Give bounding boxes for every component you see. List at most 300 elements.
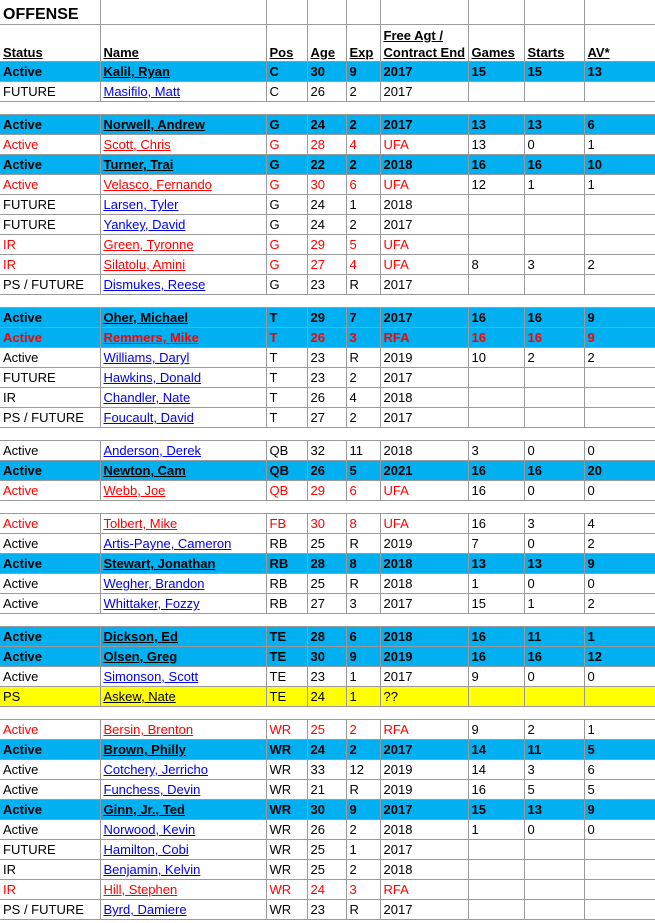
games-cell <box>468 235 524 255</box>
player-name-link[interactable]: Dismukes, Reese <box>100 275 266 295</box>
av-cell: 9 <box>584 554 655 574</box>
age-cell: 28 <box>307 135 346 155</box>
position-cell: TE <box>266 687 307 707</box>
player-row <box>0 195 655 215</box>
position-cell: G <box>266 155 307 175</box>
starts-cell: 13 <box>524 554 584 574</box>
player-name-link[interactable]: Stewart, Jonathan <box>100 554 266 574</box>
status-cell: Active <box>0 441 100 461</box>
contract-end-cell: UFA <box>380 135 468 155</box>
starts-cell: 3 <box>524 760 584 780</box>
position-cell: RB <box>266 554 307 574</box>
experience-cell: 6 <box>346 627 380 647</box>
av-cell <box>584 687 655 707</box>
player-name-link[interactable]: Hill, Stephen <box>100 880 266 900</box>
age-cell: 30 <box>307 175 346 195</box>
header-contract <box>380 25 468 62</box>
contract-end-cell: 2017 <box>380 740 468 760</box>
status-cell: Active <box>0 800 100 820</box>
av-cell <box>584 275 655 295</box>
starts-cell <box>524 275 584 295</box>
starts-cell: 16 <box>524 647 584 667</box>
player-name-link[interactable]: Williams, Daryl <box>100 348 266 368</box>
age-cell: 24 <box>307 740 346 760</box>
av-cell <box>584 215 655 235</box>
av-cell: 1 <box>584 175 655 195</box>
starts-cell: 16 <box>524 308 584 328</box>
age-cell: 29 <box>307 308 346 328</box>
av-cell: 0 <box>584 441 655 461</box>
player-row <box>0 155 655 175</box>
games-cell: 16 <box>468 627 524 647</box>
player-row <box>0 62 655 82</box>
games-cell: 16 <box>468 328 524 348</box>
experience-cell: 1 <box>346 687 380 707</box>
av-cell: 1 <box>584 627 655 647</box>
experience-cell: 2 <box>346 82 380 102</box>
position-cell: WR <box>266 740 307 760</box>
player-name-link[interactable]: Benjamin, Kelvin <box>100 860 266 880</box>
status-cell: IR <box>0 255 100 275</box>
player-name-link[interactable]: Remmers, Mike <box>100 328 266 348</box>
games-cell <box>468 368 524 388</box>
player-row <box>0 594 655 614</box>
player-name-link[interactable]: Yankey, David <box>100 215 266 235</box>
av-cell: 0 <box>584 820 655 840</box>
starts-cell: 2 <box>524 348 584 368</box>
age-cell: 25 <box>307 720 346 740</box>
games-cell: 16 <box>468 481 524 501</box>
av-cell <box>584 235 655 255</box>
age-cell: 26 <box>307 328 346 348</box>
position-cell: G <box>266 275 307 295</box>
contract-end-cell: 2017 <box>380 275 468 295</box>
experience-cell: R <box>346 780 380 800</box>
player-name-link[interactable]: Silatolu, Amini <box>100 255 266 275</box>
player-name-link[interactable]: Velasco, Fernando <box>100 175 266 195</box>
position-cell: RB <box>266 534 307 554</box>
starts-cell <box>524 900 584 920</box>
player-row <box>0 720 655 740</box>
experience-cell: 6 <box>346 481 380 501</box>
status-cell: Active <box>0 780 100 800</box>
position-cell: T <box>266 328 307 348</box>
av-cell: 6 <box>584 115 655 135</box>
contract-end-cell: 2018 <box>380 860 468 880</box>
header-games: Games <box>468 25 524 62</box>
status-cell: IR <box>0 235 100 255</box>
player-name-link[interactable]: Newton, Cam <box>100 461 266 481</box>
av-cell <box>584 860 655 880</box>
player-row <box>0 481 655 501</box>
experience-cell: 3 <box>346 594 380 614</box>
experience-cell: 3 <box>346 880 380 900</box>
player-row <box>0 328 655 348</box>
games-cell: 1 <box>468 820 524 840</box>
contract-end-cell: 2017 <box>380 368 468 388</box>
status-cell: FUTURE <box>0 195 100 215</box>
av-cell: 9 <box>584 328 655 348</box>
position-cell: WR <box>266 880 307 900</box>
age-cell: 28 <box>307 627 346 647</box>
contract-end-cell: UFA <box>380 235 468 255</box>
position-cell: QB <box>266 441 307 461</box>
status-cell: FUTURE <box>0 82 100 102</box>
games-cell: 12 <box>468 175 524 195</box>
status-cell: Active <box>0 155 100 175</box>
position-cell: WR <box>266 780 307 800</box>
contract-end-cell: 2019 <box>380 780 468 800</box>
starts-cell: 11 <box>524 627 584 647</box>
age-cell: 23 <box>307 667 346 687</box>
player-name-link[interactable]: Kalil, Ryan <box>100 62 266 82</box>
header-row <box>0 25 655 62</box>
games-cell <box>468 900 524 920</box>
games-cell <box>468 82 524 102</box>
status-cell: Active <box>0 594 100 614</box>
starts-cell <box>524 840 584 860</box>
position-cell: T <box>266 348 307 368</box>
contract-end-cell: 2018 <box>380 554 468 574</box>
position-cell: FB <box>266 514 307 534</box>
games-cell: 3 <box>468 441 524 461</box>
experience-cell: 11 <box>346 441 380 461</box>
starts-cell: 11 <box>524 740 584 760</box>
av-cell: 13 <box>584 62 655 82</box>
status-cell: PS / FUTURE <box>0 900 100 920</box>
age-cell: 25 <box>307 860 346 880</box>
status-cell: FUTURE <box>0 368 100 388</box>
player-name-link[interactable]: Simonson, Scott <box>100 667 266 687</box>
starts-cell <box>524 388 584 408</box>
experience-cell: 7 <box>346 308 380 328</box>
player-row <box>0 780 655 800</box>
player-row <box>0 860 655 880</box>
position-cell: G <box>266 195 307 215</box>
experience-cell: R <box>346 348 380 368</box>
av-cell: 2 <box>584 348 655 368</box>
status-cell: Active <box>0 574 100 594</box>
player-row <box>0 800 655 820</box>
age-cell: 27 <box>307 255 346 275</box>
age-cell: 26 <box>307 461 346 481</box>
position-cell: WR <box>266 820 307 840</box>
experience-cell: 9 <box>346 647 380 667</box>
games-cell: 13 <box>468 115 524 135</box>
age-cell: 29 <box>307 481 346 501</box>
starts-cell: 16 <box>524 155 584 175</box>
position-cell: G <box>266 135 307 155</box>
player-name-link[interactable]: Funchess, Devin <box>100 780 266 800</box>
contract-end-cell: 2019 <box>380 647 468 667</box>
age-cell: 33 <box>307 760 346 780</box>
contract-end-cell: 2018 <box>380 820 468 840</box>
age-cell: 30 <box>307 62 346 82</box>
contract-end-cell: 2017 <box>380 800 468 820</box>
av-cell: 6 <box>584 760 655 780</box>
status-cell: Active <box>0 348 100 368</box>
av-cell: 1 <box>584 135 655 155</box>
games-cell: 9 <box>468 720 524 740</box>
player-row <box>0 740 655 760</box>
player-row <box>0 534 655 554</box>
experience-cell: 12 <box>346 760 380 780</box>
contract-end-cell: 2018 <box>380 388 468 408</box>
starts-cell: 0 <box>524 135 584 155</box>
age-cell: 28 <box>307 554 346 574</box>
experience-cell: 2 <box>346 720 380 740</box>
av-cell: 1 <box>584 720 655 740</box>
sheet-title: OFFENSE <box>0 0 100 25</box>
player-name-link[interactable]: Webb, Joe <box>100 481 266 501</box>
games-cell: 15 <box>468 800 524 820</box>
contract-end-cell: 2017 <box>380 82 468 102</box>
player-name-link[interactable]: Foucault, David <box>100 408 266 428</box>
player-name-link[interactable]: Cotchery, Jerricho <box>100 760 266 780</box>
player-name-link[interactable]: Norwood, Kevin <box>100 820 266 840</box>
header-name: Name <box>100 25 266 62</box>
status-cell: PS <box>0 687 100 707</box>
av-cell <box>584 195 655 215</box>
position-cell: WR <box>266 840 307 860</box>
position-cell: WR <box>266 720 307 740</box>
starts-cell <box>524 82 584 102</box>
header-starts: Starts <box>524 25 584 62</box>
starts-cell: 0 <box>524 667 584 687</box>
contract-end-cell: RFA <box>380 720 468 740</box>
age-cell: 25 <box>307 574 346 594</box>
status-cell: Active <box>0 667 100 687</box>
age-cell: 26 <box>307 82 346 102</box>
av-cell: 20 <box>584 461 655 481</box>
contract-end-cell: UFA <box>380 255 468 275</box>
status-cell: IR <box>0 880 100 900</box>
starts-cell: 16 <box>524 328 584 348</box>
position-cell: T <box>266 368 307 388</box>
games-cell: 16 <box>468 155 524 175</box>
experience-cell: 2 <box>346 155 380 175</box>
av-cell: 5 <box>584 780 655 800</box>
age-cell: 30 <box>307 514 346 534</box>
av-cell: 4 <box>584 514 655 534</box>
player-name-link[interactable]: Whittaker, Fozzy <box>100 594 266 614</box>
player-row <box>0 115 655 135</box>
games-cell: 16 <box>468 461 524 481</box>
player-row <box>0 135 655 155</box>
player-name-link[interactable]: Hawkins, Donald <box>100 368 266 388</box>
games-cell <box>468 215 524 235</box>
contract-end-cell: 2017 <box>380 408 468 428</box>
games-cell <box>468 275 524 295</box>
experience-cell: 1 <box>346 840 380 860</box>
games-cell: 14 <box>468 740 524 760</box>
av-cell: 12 <box>584 647 655 667</box>
contract-end-cell: 2017 <box>380 308 468 328</box>
player-name-link[interactable]: Hamilton, Cobi <box>100 840 266 860</box>
position-cell: QB <box>266 461 307 481</box>
player-name-link[interactable]: Wegher, Brandon <box>100 574 266 594</box>
position-cell: TE <box>266 627 307 647</box>
starts-cell: 0 <box>524 820 584 840</box>
games-cell: 10 <box>468 348 524 368</box>
player-name-link[interactable]: Dickson, Ed <box>100 627 266 647</box>
starts-cell: 1 <box>524 594 584 614</box>
contract-end-cell: 2018 <box>380 627 468 647</box>
starts-cell <box>524 408 584 428</box>
contract-end-cell: 2018 <box>380 195 468 215</box>
position-cell: RB <box>266 574 307 594</box>
header-age: Age <box>307 25 346 62</box>
player-name-link[interactable]: Bersin, Brenton <box>100 720 266 740</box>
player-name-link[interactable]: Turner, Trai <box>100 155 266 175</box>
position-cell: T <box>266 388 307 408</box>
player-name-link[interactable]: Anderson, Derek <box>100 441 266 461</box>
av-cell: 10 <box>584 155 655 175</box>
starts-cell <box>524 687 584 707</box>
av-cell <box>584 388 655 408</box>
group-spacer <box>0 501 655 514</box>
age-cell: 24 <box>307 687 346 707</box>
av-cell <box>584 408 655 428</box>
starts-cell <box>524 235 584 255</box>
experience-cell: 4 <box>346 135 380 155</box>
starts-cell: 0 <box>524 441 584 461</box>
status-cell: Active <box>0 175 100 195</box>
player-name-link[interactable]: Oher, Michael <box>100 308 266 328</box>
group-spacer <box>0 102 655 115</box>
games-cell <box>468 840 524 860</box>
player-row <box>0 368 655 388</box>
player-name-link[interactable]: Tolbert, Mike <box>100 514 266 534</box>
experience-cell: 8 <box>346 514 380 534</box>
games-cell <box>468 408 524 428</box>
status-cell: Active <box>0 647 100 667</box>
player-row <box>0 647 655 667</box>
status-cell: IR <box>0 388 100 408</box>
contract-end-cell: 2019 <box>380 760 468 780</box>
player-name-link[interactable]: Brown, Philly <box>100 740 266 760</box>
av-cell: 2 <box>584 534 655 554</box>
player-name-link[interactable]: Olsen, Greg <box>100 647 266 667</box>
games-cell: 13 <box>468 135 524 155</box>
starts-cell: 1 <box>524 175 584 195</box>
player-name-link[interactable]: Scott, Chris <box>100 135 266 155</box>
contract-end-cell: 2017 <box>380 62 468 82</box>
experience-cell: 2 <box>346 115 380 135</box>
starts-cell <box>524 215 584 235</box>
experience-cell: 4 <box>346 255 380 275</box>
status-cell: Active <box>0 328 100 348</box>
age-cell: 23 <box>307 900 346 920</box>
status-cell: Active <box>0 534 100 554</box>
player-name-link[interactable]: Green, Tyronne <box>100 235 266 255</box>
player-row <box>0 215 655 235</box>
games-cell <box>468 860 524 880</box>
games-cell <box>468 687 524 707</box>
games-cell: 16 <box>468 308 524 328</box>
status-cell: Active <box>0 554 100 574</box>
player-row <box>0 760 655 780</box>
position-cell: G <box>266 175 307 195</box>
games-cell: 1 <box>468 574 524 594</box>
player-name-link[interactable]: Larsen, Tyler <box>100 195 266 215</box>
experience-cell: 2 <box>346 408 380 428</box>
player-name-link[interactable]: Chandler, Nate <box>100 388 266 408</box>
starts-cell: 13 <box>524 800 584 820</box>
position-cell: TE <box>266 647 307 667</box>
contract-end-cell: 2021 <box>380 461 468 481</box>
player-row <box>0 574 655 594</box>
experience-cell: 4 <box>346 388 380 408</box>
experience-cell: 5 <box>346 461 380 481</box>
age-cell: 25 <box>307 534 346 554</box>
player-name-link[interactable]: Norwell, Andrew <box>100 115 266 135</box>
contract-end-cell: 2017 <box>380 840 468 860</box>
player-row <box>0 820 655 840</box>
age-cell: 30 <box>307 800 346 820</box>
starts-cell: 16 <box>524 461 584 481</box>
status-cell: Active <box>0 115 100 135</box>
experience-cell: 2 <box>346 215 380 235</box>
av-cell <box>584 880 655 900</box>
games-cell <box>468 388 524 408</box>
experience-cell: R <box>346 900 380 920</box>
contract-end-cell: 2018 <box>380 441 468 461</box>
age-cell: 24 <box>307 195 346 215</box>
position-cell: T <box>266 408 307 428</box>
experience-cell: 9 <box>346 800 380 820</box>
experience-cell: 2 <box>346 860 380 880</box>
position-cell: TE <box>266 667 307 687</box>
position-cell: WR <box>266 900 307 920</box>
starts-cell <box>524 368 584 388</box>
header-fa-line2: Contract End <box>383 45 466 60</box>
games-cell: 15 <box>468 594 524 614</box>
status-cell: PS / FUTURE <box>0 275 100 295</box>
contract-end-cell: 2017 <box>380 115 468 135</box>
position-cell: T <box>266 308 307 328</box>
contract-end-cell: 2017 <box>380 900 468 920</box>
player-name-link[interactable]: Masifilo, Matt <box>100 82 266 102</box>
age-cell: 21 <box>307 780 346 800</box>
contract-end-cell: ?? <box>380 687 468 707</box>
experience-cell: 1 <box>346 195 380 215</box>
group-spacer <box>0 295 655 308</box>
player-row <box>0 175 655 195</box>
header-pos: Pos <box>266 25 307 62</box>
player-name-link[interactable]: Ginn, Jr., Ted <box>100 800 266 820</box>
contract-end-cell: 2018 <box>380 574 468 594</box>
starts-cell <box>524 195 584 215</box>
contract-end-cell: 2017 <box>380 594 468 614</box>
status-cell: Active <box>0 740 100 760</box>
player-name-link[interactable]: Artis-Payne, Cameron <box>100 534 266 554</box>
status-cell: IR <box>0 860 100 880</box>
player-name-link[interactable]: Byrd, Damiere <box>100 900 266 920</box>
age-cell: 27 <box>307 594 346 614</box>
contract-end-cell: 2019 <box>380 348 468 368</box>
av-cell: 0 <box>584 667 655 687</box>
experience-cell: 6 <box>346 175 380 195</box>
contract-end-cell: RFA <box>380 880 468 900</box>
games-cell: 15 <box>468 62 524 82</box>
player-row <box>0 388 655 408</box>
age-cell: 24 <box>307 880 346 900</box>
starts-cell: 3 <box>524 255 584 275</box>
contract-end-cell: 2017 <box>380 215 468 235</box>
player-name-link[interactable]: Askew, Nate <box>100 687 266 707</box>
status-cell: Active <box>0 308 100 328</box>
